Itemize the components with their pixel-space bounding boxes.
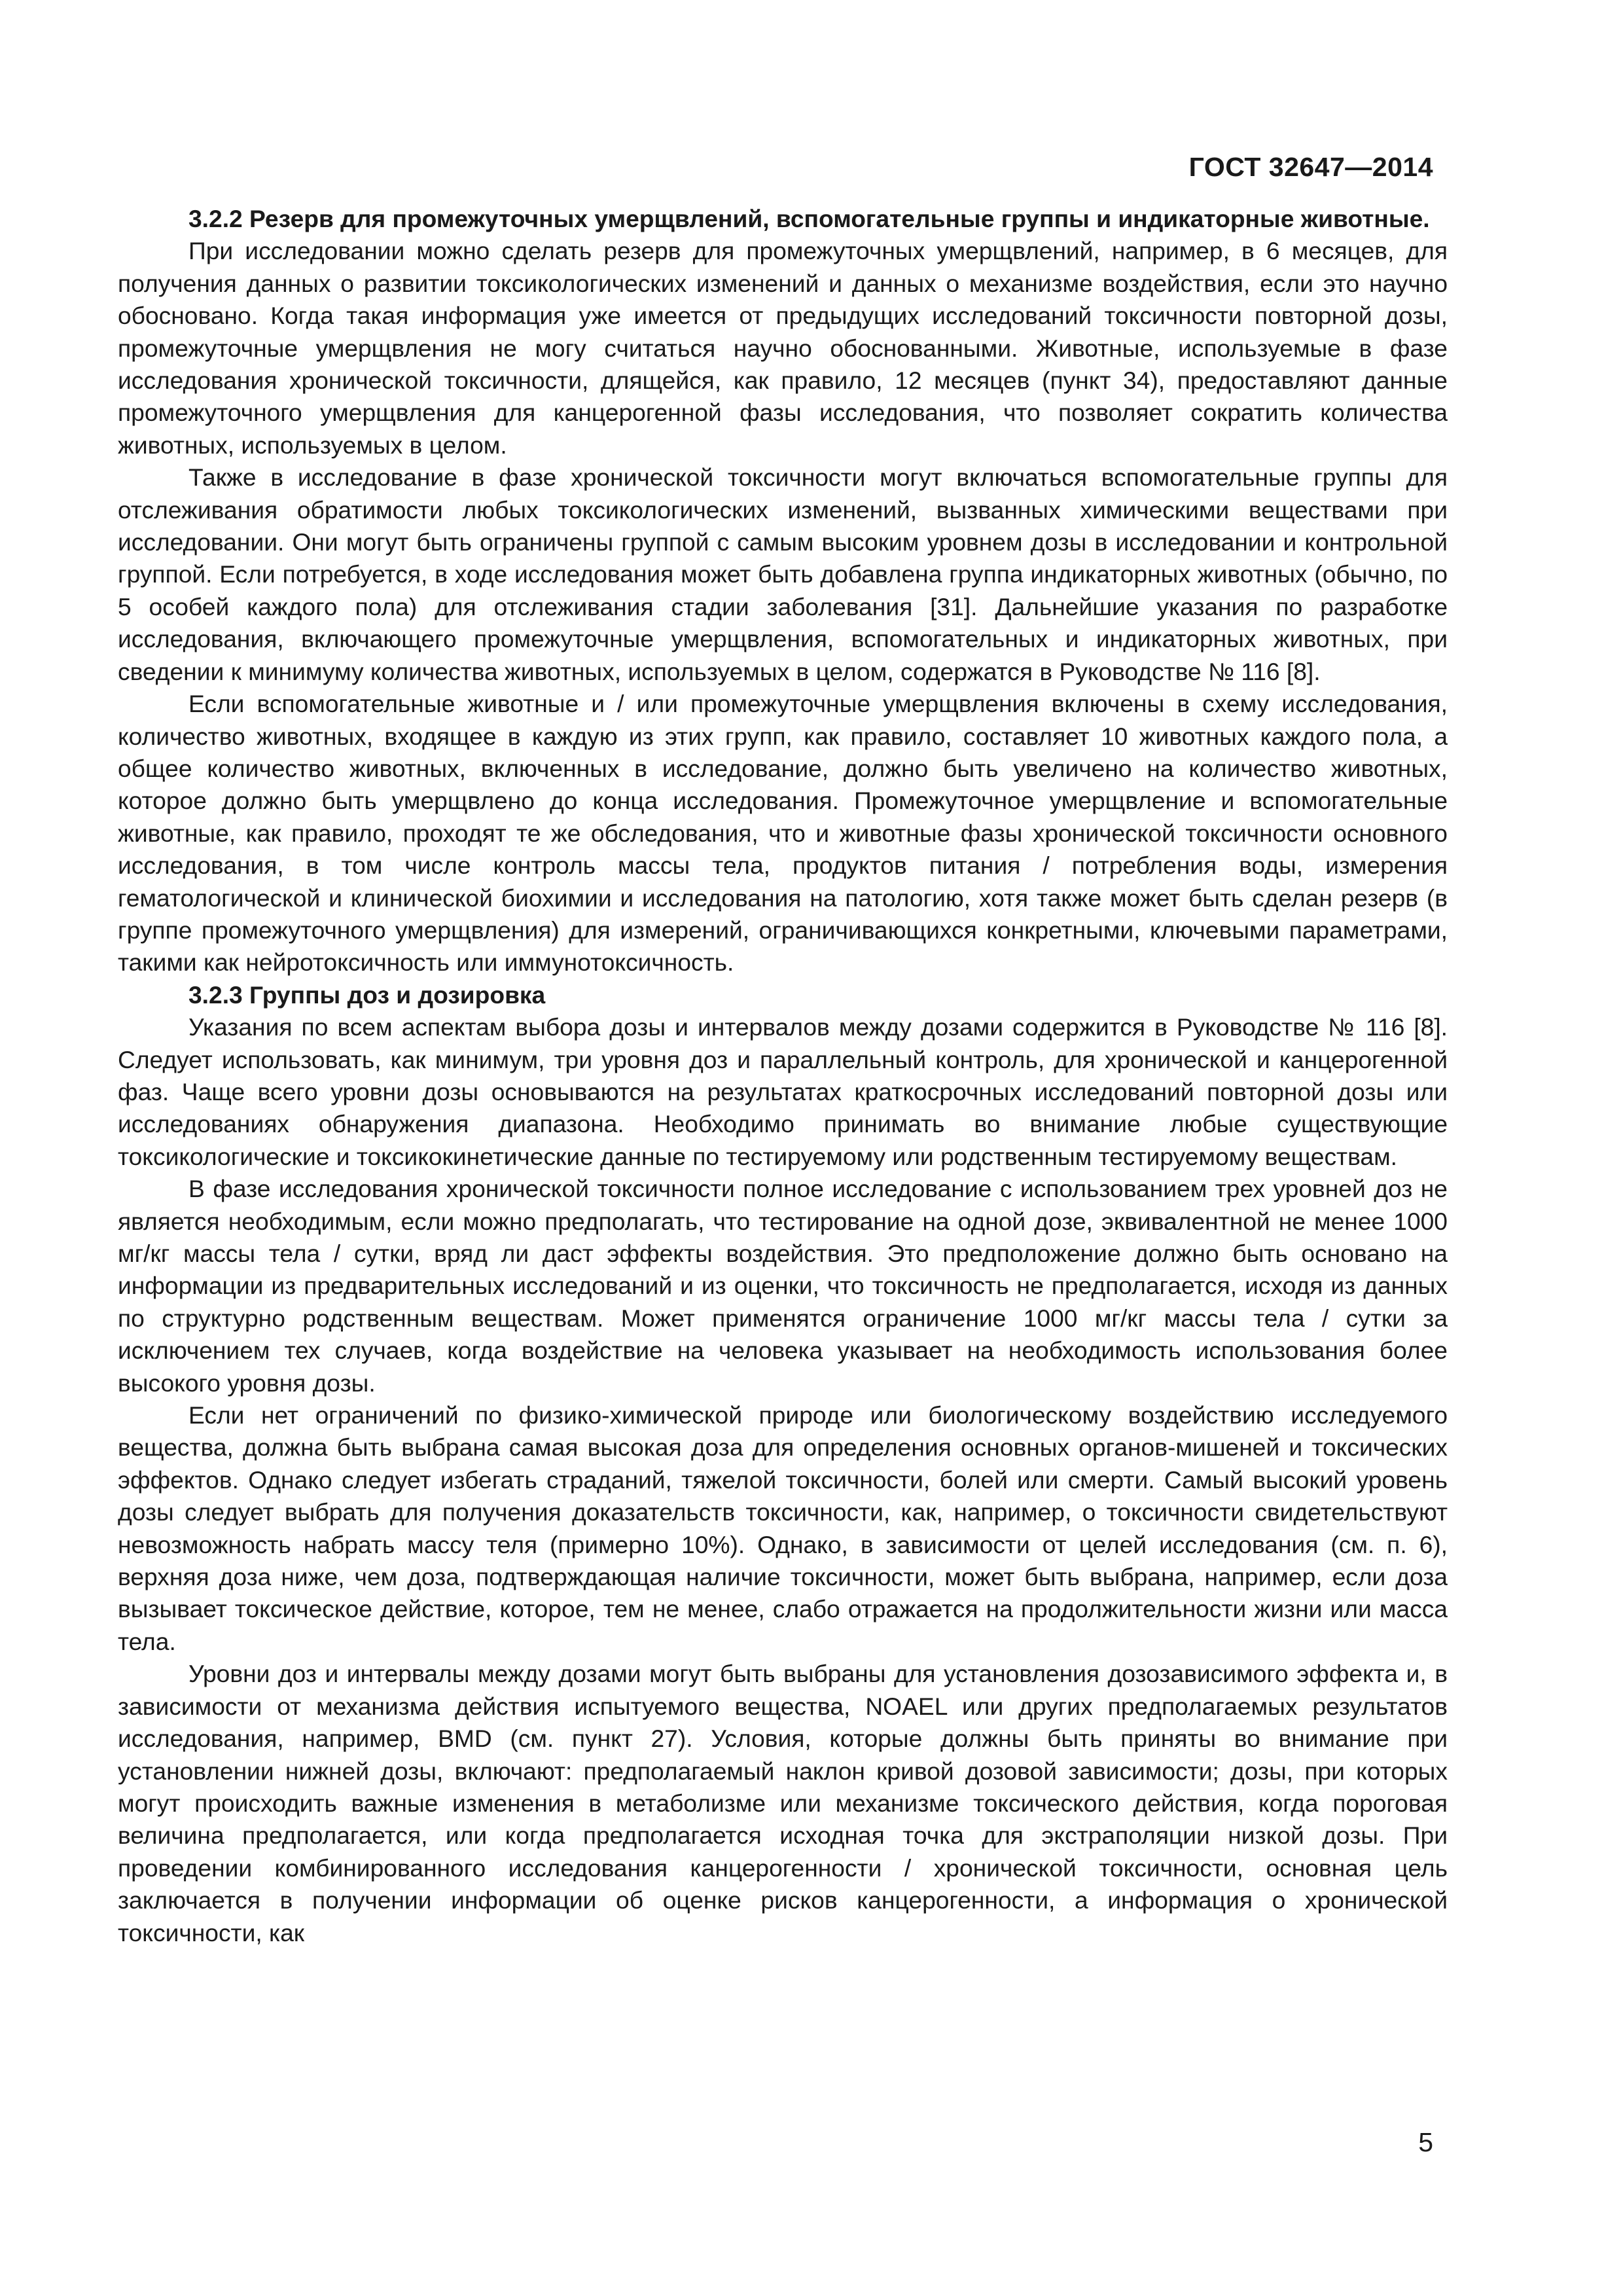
page-number: 5 bbox=[1418, 2127, 1433, 2157]
section-heading-3-2-3: 3.2.3 Группы доз и дозировка bbox=[188, 980, 546, 1009]
paragraph: Если вспомогательные животные и / или промежуточные умерщвления включены в схему исследования, количество животных, входящее в каждую из этих групп, как правило, составляет 10 животных каждого пола, а общее количество животных, включенных в исследование, должно быть увеличено на количество животных, которое должно быть умерщвлено до конца исследования. Промежуточное умерщвление и вспомогательные животные, как правило, проходят те же обследования, что и животные фазы хронической токсичности основного исследования, в том числе контроль массы тела, продуктов питания / потребления воды, измерения гематологической и клинической биохимии и исследования на патологию, хотя также может быть сделан резерв (в группе промежуточного умерщвления) для измерений, ограничивающихся конкретными, ключевыми параметрами, такими как нейротоксичность или иммунотоксичность. bbox=[118, 690, 1448, 977]
paragraph: Уровни доз и интервалы между дозами могут быть выбраны для установления дозозависимого эффекта и, в зависимости от механизма действия испытуемого вещества, NOAEL или других предполагаемых результатов исследования, например, BMD (см. пункт 27). Условия, которые должны быть приняты во внимание при установлении нижней дозы, включают: предполагаемый наклон кривой дозовой зависимости; дозы, при которых могут происходить важные изменения в метаболизме или механизме токсического действия, когда пороговая величина предполагается, или когда предполагается исходная точка для экстраполяции низкой дозы. При проведении комбинированного исследования канцерогенности / хронической токсичности, основная цель заключается в получении информации об оценке рисков канцерогенности, а информация о хронической токсичности, как bbox=[118, 1660, 1448, 1946]
paragraph: При исследовании можно сделать резерв для промежуточных умерщвлений, например, в 6 месяцев, для получения данных о развитии токсикологических изменений и данных о механизме воздействия, если это научно обосновано. Когда такая информация уже имеется от предыдущих исследований токсичности повторной дозы, промежуточные умерщвления не могу считаться научно обоснованными. Животные, используемые в фазе исследования хронической токсичности, длящейся, как правило, 12 месяцев (пункт 34), предоставляют данные промежуточного умерщвления для канцерогенной фазы исследования, что позволяет сократить количества животных, используемых в целом. bbox=[118, 237, 1448, 459]
paragraph: Если нет ограничений по физико-химической природе или биологическому воздействию исследуемого вещества, должна быть выбрана самая высокая доза для определения основных органов-мишеней и токсических эффектов. Однако следует избегать страданий, тяжелой токсичности, болей или смерти. Самый высокий уровень дозы следует выбрать для получения доказательств токсичности, как, например, о токсичности свидетельствуют невозможность набрать массу теля (примерно 10%). Однако, в зависимости от целей исследования (см. п. 6), верхняя доза ниже, чем доза, подтверждающая наличие токсичности, может быть выбрана, например, если доза вызывает токсическое действие, которое, тем не менее, слабо отражается на продолжительности жизни или масса тела. bbox=[118, 1401, 1448, 1655]
standard-code-header: ГОСТ 32647—2014 bbox=[1188, 152, 1433, 182]
paragraph: Указания по всем аспектам выбора дозы и интервалов между дозами содержится в Руководстве № 116 [8]. Следует использовать, как минимум, три уровня доз и параллельный контроль, для хронической и канцерогенной фаз. Чаще всего уровни дозы основываются на результатах краткосрочных исследований повторной дозы или исследованиях обнаружения диапазона. Необходимо принимать во внимание любые существующие токсикологические и токсикокинетические данные по тестируемому или родственным тестируемому веществам. bbox=[118, 1013, 1448, 1170]
paragraph: Также в исследование в фазе хронической токсичности могут включаться вспомогательные группы для отслеживания обратимости любых токсикологических изменений, вызванных химическими веществами при исследовании. Они могут быть ограничены группой с самым высоким уровнем дозы в исследовании и контрольной группой. Если потребуется, в ходе исследования может быть добавлена группа индикаторных животных (обычно, по 5 особей каждого пола) для отслеживания стадии заболевания [31]. Дальнейшие указания по разработке исследования, включающего промежуточные умерщвления, вспомогательных и индикаторных животных, при сведении к минимуму количества животных, используемых в целом, содержатся в Руководстве № 116 [8]. bbox=[118, 463, 1448, 685]
document-body bbox=[118, 203, 1448, 1949]
section-heading-3-2-2: 3.2.2 Резерв для промежуточных умерщвлений, вспомогательные группы и индикаторные животные. bbox=[188, 205, 1430, 232]
paragraph: В фазе исследования хронической токсичности полное исследование с использованием трех уровней доз не является необходимым, если можно предполагать, что тестирование на одной дозе, эквивалентной не менее 1000 мг/кг массы тела / сутки, вряд ли даст эффекты воздействия. Это предположение должно быть основано на информации из предварительных исследований и из оценки, что токсичность не предполагается, исходя из данных по структурно родственным веществам. Может применятся ограничение 1000 мг/кг массы тела / сутки за исключением тех случаев, когда воздействие на человека указывает на необходимость использования более высокого уровня дозы. bbox=[118, 1175, 1448, 1397]
